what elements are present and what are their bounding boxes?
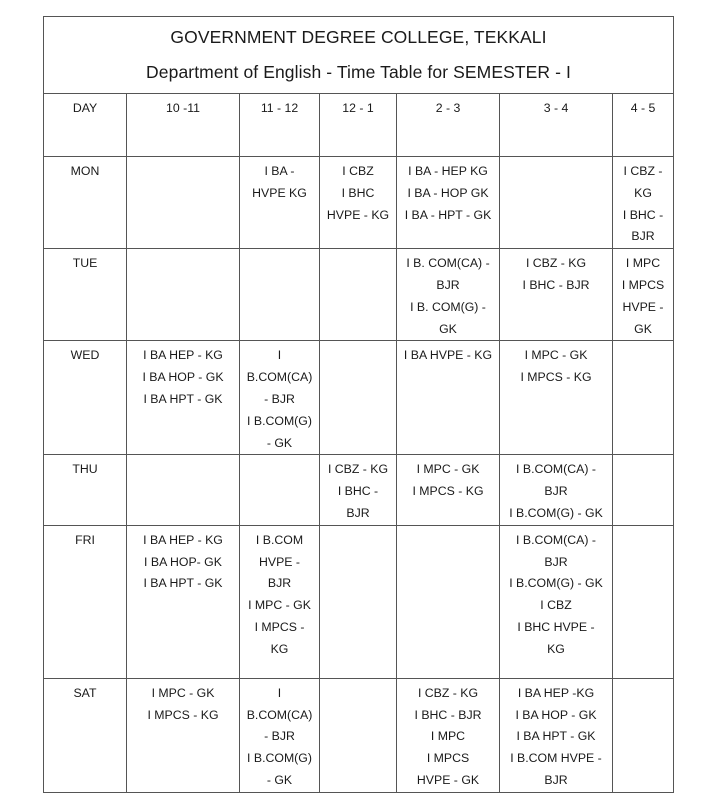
slot-line: I B. COM(G) - [410,299,486,314]
slot-line: I B.COM HVPE - [510,751,602,766]
slot-cell [240,341,320,455]
day-label: MON [70,164,100,178]
college-title: GOVERNMENT DEGREE COLLEGE, TEKKALI [170,27,547,47]
slot-line: I B.COM(G) [247,751,312,766]
slot-cell [397,525,500,678]
slot-line: I BA HEP -KG [517,685,595,700]
slot-line: - GK [266,435,293,450]
slot-cell [613,525,674,678]
table-row [44,157,674,249]
day-cell [44,341,127,455]
slot-line: I BA HOP- GK [144,554,222,569]
slot-line: HVPE - [622,299,664,314]
slot-cell [613,678,674,792]
day-label: TUE [72,256,98,271]
slot-line: I BHC [341,185,375,200]
timetable [43,16,674,793]
slot-line: I MPC [430,729,466,744]
slot-line: I MPCS - KG [520,370,592,385]
slot-line: I MPC - GK [524,348,588,363]
slot-cell [613,249,674,341]
slot-line: I CBZ - KG [327,462,389,477]
slot-cell [320,455,397,525]
slot-line: I MPCS [621,277,665,292]
slot-cell [127,455,240,525]
slot-line: BJR [544,772,568,787]
slot-cell [320,157,397,249]
slot-line: - BJR [264,391,295,406]
slot-line: I MPCS - [254,619,305,634]
slot-line: GK [439,321,457,336]
title-cell [44,17,674,94]
slot-line: KG [634,185,652,200]
slot-line: I BHC HVPE - [517,619,595,634]
slot-cell [500,678,613,792]
slot-cell [397,455,500,525]
slot-line: I B.COM(G) - GK [509,505,603,520]
slot-cell [500,525,613,678]
table-row [44,525,674,678]
slot-line: I B.COM(CA) - [516,462,596,477]
slot-line: I CBZ - KG [417,685,479,700]
slot-line: I BA - HPT - GK [404,207,492,222]
slot-cell [240,157,320,249]
slot-line: I MPC - GK [151,685,215,700]
day-label: THU [72,462,98,477]
slot-line: I B.COM(CA) - [516,532,596,547]
slot-cell [127,525,240,678]
slot-line: I BA HPT - GK [516,729,596,744]
day-label: SAT [73,685,97,700]
slot-cell [320,525,397,678]
slot-cell [240,455,320,525]
table-row [44,455,674,525]
day-cell [44,157,127,249]
slot-line: BJR [544,554,568,569]
slot-cell [397,678,500,792]
slot-line: I BA - [264,164,295,178]
slot-line: - GK [266,772,293,787]
slot-line: - BJR [264,729,295,744]
slot-line: I BA HOP - GK [515,707,597,722]
slot-cell [240,525,320,678]
slot-cell [127,341,240,455]
column-header: 11 - 12 [240,94,320,157]
slot-line: I B.COM [255,532,304,547]
slot-line: I B.COM(G) [247,413,312,428]
slot-line: HVPE - [259,554,300,569]
slot-line: I BA HPT - GK [143,576,223,591]
slot-line: I MPCS - KG [147,707,219,722]
slot-cell [500,157,613,249]
slot-cell [500,341,613,455]
slot-cell [397,341,500,455]
slot-cell [320,341,397,455]
slot-line: I BA HPT - GK [143,391,223,406]
slot-line: BJR [267,576,292,591]
slot-line: I MPCS - KG [412,484,484,499]
slot-cell [500,249,613,341]
slot-line: I BHC - [337,484,379,499]
day-cell [44,678,127,792]
slot-line: KG [270,641,289,656]
slot-line: I MPC - GK [416,462,480,477]
slot-line: HVPE - KG [326,207,390,222]
slot-line: I MPC - GK [248,598,311,613]
day-label: WED [70,348,100,363]
slot-line: I MPCS [426,751,470,766]
slot-line: BJR [436,277,460,292]
slot-line: I B. COM(CA) - [406,256,490,271]
timetable-sheet [43,16,673,793]
table-row [44,341,674,455]
slot-line: I BA - HEP KG [408,164,488,178]
table-row [44,249,674,341]
slot-line: I BHC - BJR [414,707,482,722]
slot-line: I BA - HOP GK [407,185,489,200]
slot-line: GK [634,321,652,336]
slot-cell [397,249,500,341]
day-label: FRI [75,532,95,547]
slot-line: I [277,685,282,700]
slot-cell [127,678,240,792]
slot-cell [613,455,674,525]
slot-line: HVPE - GK [416,772,480,787]
slot-line: BJR [631,229,655,244]
slot-cell [240,678,320,792]
timetable-subtitle: Department of English - Time Table for SEMESTER - I [146,62,571,82]
slot-line: I B.COM(G) - GK [509,576,603,591]
slot-line: I CBZ [540,598,572,613]
column-header: DAY [44,94,127,157]
slot-line: I CBZ - [623,164,663,178]
slot-line: I BA HOP - GK [142,370,224,385]
table-row [44,678,674,792]
slot-cell [613,157,674,249]
slot-line: BJR [544,484,568,499]
slot-cell [397,157,500,249]
slot-line: I MPC [625,256,661,271]
slot-cell [240,249,320,341]
slot-cell [320,678,397,792]
slot-line: KG [547,641,565,656]
header-row [44,94,674,157]
column-header: 10 -11 [127,94,240,157]
day-cell [44,525,127,678]
slot-line: I BA HEP - KG [143,532,223,547]
column-header: 12 - 1 [320,94,397,157]
slot-line: I CBZ [342,164,374,178]
slot-line: BJR [346,505,370,520]
slot-line: B.COM(CA) [246,370,313,385]
slot-line: B.COM(CA) [246,707,313,722]
column-header: 4 - 5 [613,94,674,157]
slot-line: I BA HEP - KG [143,348,223,363]
slot-line: HVPE KG [252,185,307,200]
column-header: 2 - 3 [397,94,500,157]
slot-cell [613,341,674,455]
slot-line: I BHC - BJR [522,277,590,292]
slot-cell [127,157,240,249]
slot-line: I BHC - [622,207,664,222]
slot-line: I [277,348,282,363]
column-header: 3 - 4 [500,94,613,157]
slot-cell [320,249,397,341]
slot-line: I BA HVPE - KG [403,348,493,363]
slot-line: I CBZ - KG [525,256,587,271]
day-cell [44,455,127,525]
slot-cell [500,455,613,525]
day-cell [44,249,127,341]
slot-cell [127,249,240,341]
